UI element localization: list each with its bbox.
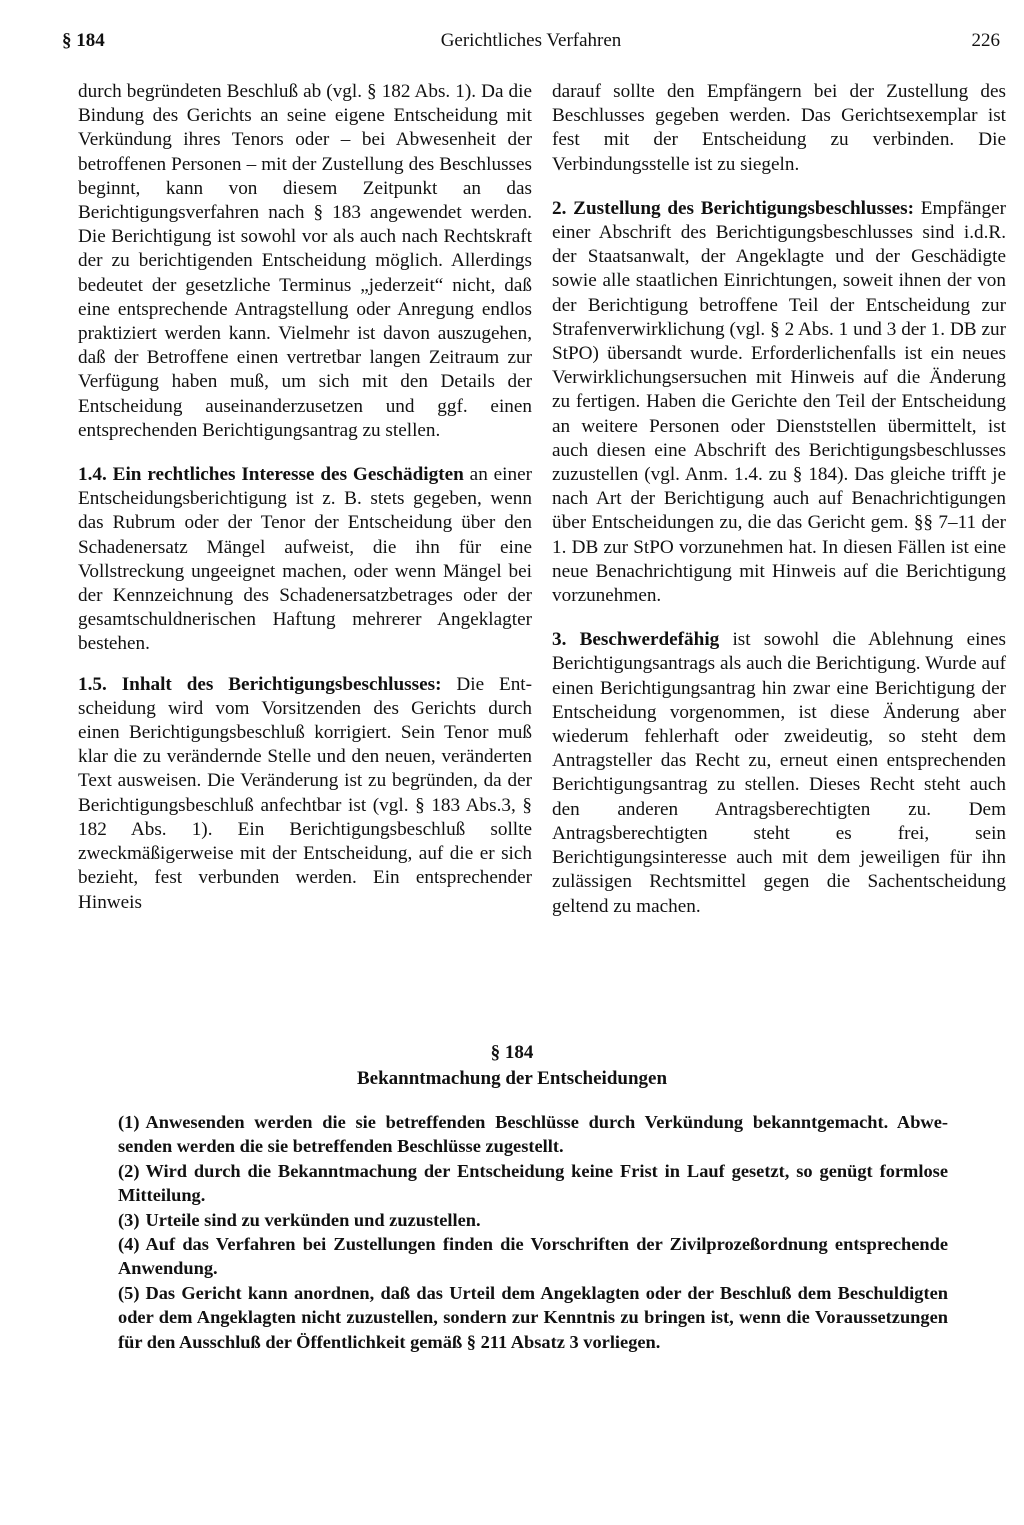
page-number: 226 xyxy=(971,30,1000,51)
paragraph-3 xyxy=(552,628,1006,918)
paragraph-body: an einer Entscheidungsberichtigung ist z. B. stets gegeben, wenn das Rubrum oder der Tenor der Entscheidung über den Schadenersatz Mängel aufweist, die ihn für eine Vollstreckung ungeeignet machen, oder wenn Mängel bei der Kennzeichnung des Schadenersatzbetrages oder der gesamtschuldnerischen Haftung mehrerer Angeklagter bestehen. xyxy=(78,464,533,655)
statute-item-number: (2) xyxy=(118,1160,140,1181)
paragraph-heading: 2. Zustellung des Berichtigungsbeschlusses: xyxy=(552,197,914,219)
section-heading xyxy=(0,1040,1024,1092)
statute-item xyxy=(118,1159,948,1208)
statute-item-text: Wird durch die Bekanntmachung der Entscheidung keine Frist in Lauf gesetzt, so genügt formlose Mitteilung. xyxy=(118,1160,948,1206)
left-column xyxy=(78,80,532,931)
paragraph-continuation: durch begründeten Beschluß ab (vgl. § 182 Abs. 1). Da die Bindung des Gerichts an seine eigene Entscheidung mit Verkündung ihres Tenors oder – bei Abwesenheit der betroffenen Personen – mit der Zustellung des Beschlusses beginnt, kann von diesem Zeitpunkt an das Berichtigungsverfahren nach § 183 angewendet werden. Die Berichtigung ist sowohl vor als auch nach Rechtskraft der zu berichtigenden Entscheidung möglich. Allerdings bedeutet der gesetzliche Terminus „jederzeit“ nicht, daß eine entsprechende Antragstellung oder Anregung endlos praktiziert werden kann. Vielmehr ist davon auszugehen, daß der Betroffene einen vertretbar langen Zeitraum zur Verfügung haben muß, um sich mit den Details der Entscheidung auseinanderzusetzen und ggf. einen entsprechenden Berichtigungsantrag zu stellen. xyxy=(78,81,532,441)
statute-item-number: (5) xyxy=(118,1282,140,1303)
paragraph-heading: Ein rechtliches Interesse des Geschädigten xyxy=(112,464,464,486)
statute-item-number: (3) xyxy=(118,1209,140,1230)
statute-item-text: Auf das Verfahren bei Zustellungen finden die Vorschriften der Zivilprozeßordnung entsprechende Anwendung. xyxy=(118,1234,948,1279)
statute-item xyxy=(118,1232,948,1281)
page-header xyxy=(62,30,1000,58)
section-title: Bekanntmachung der Entscheidungen xyxy=(356,1068,668,1089)
statute-text xyxy=(118,1110,948,1354)
running-head-title: Gerichtliches Verfahren xyxy=(440,30,622,51)
paragraph-continuation: darauf sollte den Empfängern bei der Zustellung des Beschlusses gegeben werden. Das Gerichtsexemplar ist fest mit der Entscheidung zu verbinden. Die Verbindungsstelle ist zu siegeln. xyxy=(552,81,1006,175)
paragraph-1-5 xyxy=(78,673,532,915)
paragraph-1-4 xyxy=(78,463,532,657)
statute-item xyxy=(118,1281,948,1354)
statute-item-text: Das Gericht kann anordnen, daß das Urteil dem Angeklagten oder der Beschluß dem Beschuldigten oder dem Angeklagten nicht zuzustellen, sondern zur Kenntnis zu bringen ist, wenn die Voraussetzungen für den Ausschluß der Öffentlichkeit gemäß § 211 Absatz 3 vorliegen. xyxy=(118,1282,948,1352)
statute-item xyxy=(118,1208,948,1232)
paragraph-body: Empfänger einer Abschrift des Berichtigungsbeschlusses sind i.d.R. der Staatsanwalt, der Angeklagte und der Geschädigte sowie alle staatlichen Einrichtungen, soweit ihnen der von der Berichtigung betroffene Teil der Entscheidung zur Strafenverwirklichung (vgl. § 2 Abs. 1 und 3 der 1. DB zur StPO) übersandt wurde. Erforderlichenfalls ist ein neues Verwirklichungsersuchen mit Hinweis auf die Änderung zu fertigen. Haben die Gerichte den Teil der Entscheidung an weitere Personen oder Dienststellen übermittelt, ist auch diesen eine Abschrift des Berichtigungsbeschlusses zuzustellen (vgl. Anm. 1.4. zu § 184). Das gleiche trifft je nach Art der Berichtigung auch auf Benachrichtigungen über Entscheidungen zu, die das Gericht gem. §§ 7–11 der 1. DB zur StPO vorzunehmen hat. In diesen Fällen ist eine neue Benachrichtigung mit Hinweis auf die Berichtigung vorzunehmen. xyxy=(552,197,1006,607)
paragraph-number: 1.4. xyxy=(78,464,107,486)
right-column xyxy=(552,80,1006,935)
paragraph-body: Die Entscheidung wird vom Vorsitzenden des Gerichts durch einen Berichtigungsbeschluß korrigiert. Sein Tenor muß klar die zu verändernde Stelle und den neuen, veränderten Text ausweisen. Die Veränderung ist zu begründen, da der Berichtigungsbeschluß anfechtbar ist (vgl. § 183 Abs.3, § 182 Abs. 1). Ein Berichtigungsbeschluß sollte zweckmäßigerweise mit der Entscheidung, auf die er sich bezieht, fest verbunden werden. Ein entsprechender Hinweis xyxy=(78,673,533,913)
paragraph-body: ist sowohl die Ablehnung eines Berichtigungsantrags als auch die Berichtigung. Wurde auf einen Berichtigungsantrag hin zwar eine Berichtigung der Entscheidung vorgenommen, ist diese Änderung aber wiederum fehlerhaft oder zweideutig, so steht dem Antragsteller das Recht zu, erneut einen entsprechenden Berichtigungsantrag zu stellen. Dieses Recht steht auch den anderen Antragsberechtigten zu. Dem Antragsberechtigten steht es frei, sein Berichtigungsinteresse auch mit dem jeweiligen für ihn zulässigen Rechtsmittel gegen die Sachentscheidung geltend zu machen. xyxy=(552,629,1007,917)
running-head-section: § 184 xyxy=(62,30,105,51)
statute-item-text: Urteile sind zu verkünden und zuzustellen. xyxy=(145,1209,481,1230)
statute-item xyxy=(118,1110,948,1159)
paragraph-number: 1.5. xyxy=(78,673,107,695)
section-number: § 184 xyxy=(490,1042,534,1063)
statute-item-text: Anwesenden werden die sie betreffenden Beschlüsse durch Verkündung bekanntgemacht. Abwesenden werden die sie betreffenden Beschlüsse zugestellt. xyxy=(118,1112,948,1157)
paragraph-heading: Inhalt des Berichtigungsbeschlusses: xyxy=(121,673,442,695)
paragraph-heading: 3. Beschwerdefähig xyxy=(552,629,720,651)
statute-item-number: (1) xyxy=(118,1112,140,1132)
statute-item-number: (4) xyxy=(118,1234,140,1255)
paragraph-2 xyxy=(552,197,1006,608)
